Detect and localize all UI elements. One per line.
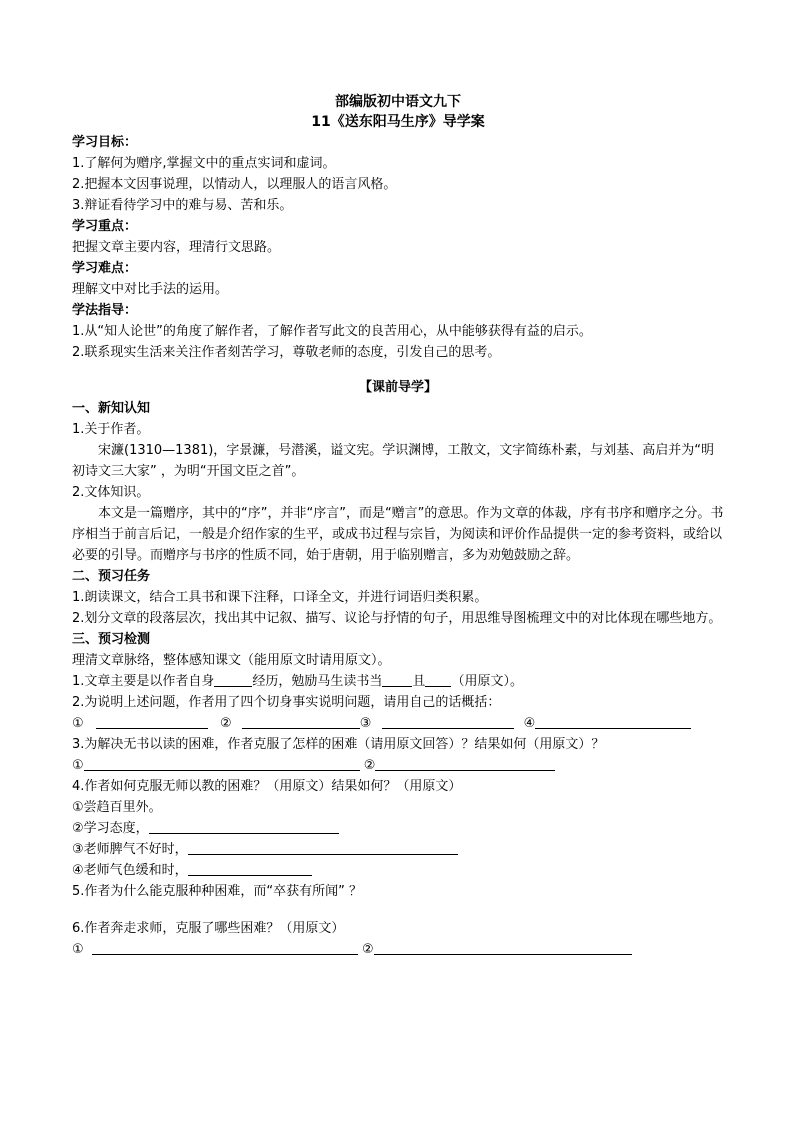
author-text: 宋濂(1310—1381)，字景濂，号潜溪，谥文宪。学识渊博，工散文，文字简练朴素，与刘基、高启并为“明初诗文三大家” ，为明“开国文臣之首”。 <box>72 443 715 479</box>
question-1: 1.文章主要是以作者自身 经历，勉励马生读书当 且 （用原文）。 <box>72 674 523 689</box>
question-3-answers: ① ② <box>72 755 724 776</box>
worksheet-page <box>72 92 724 960</box>
answer-blank[interactable] <box>92 940 358 955</box>
spacer <box>72 363 724 377</box>
q4-item: ③老师脾气不好时， <box>72 839 724 860</box>
pre-class-heading: 【课前导学】 <box>358 380 437 395</box>
spacer <box>72 902 724 918</box>
answer-blank[interactable] <box>188 861 312 876</box>
author-label: 1.关于作者。 <box>72 422 150 437</box>
q4-item: ④老师气色缓和时， <box>72 860 724 881</box>
answer-blank[interactable] <box>535 714 691 729</box>
answer-blank[interactable] <box>242 714 360 729</box>
answer-blank[interactable] <box>375 756 555 771</box>
goal-item: 3.辩证看待学习中的难与易、苦和乐。 <box>72 198 293 213</box>
question-6: 6.作者奔走求师，克服了哪些困难？（用原文） <box>72 921 345 936</box>
question-2: 2.为说明上述问题，作者用了四个切身事实说明问题，请用自己的话概括： <box>72 695 501 710</box>
q4-item: ①尝趋百里外。 <box>72 800 162 815</box>
method-heading: 学法指导： <box>72 303 138 318</box>
question-6-answers: ① ② <box>72 939 724 960</box>
task-item: 1.朗读课文，结合工具书和课下注释，口译全文，并进行词语归类积累。 <box>72 590 488 605</box>
style-label: 2.文体知识。 <box>72 485 150 500</box>
section3-heading: 三、预习检测 <box>72 632 151 647</box>
question-2-answers: ① ② ③ ④ <box>72 713 724 734</box>
answer-blank[interactable] <box>214 672 252 687</box>
section2-heading: 二、预习任务 <box>72 569 151 584</box>
difficulty-text: 理解文中对比手法的运用。 <box>72 282 229 297</box>
answer-blank[interactable] <box>96 714 208 729</box>
difficulty-heading: 学习难点： <box>72 261 138 276</box>
question-5: 5.作者为什么能克服种种困难，而“卒获有所闻” ？ <box>72 884 363 899</box>
answer-blank[interactable] <box>84 756 360 771</box>
answer-blank[interactable] <box>425 672 451 687</box>
answer-blank[interactable] <box>149 819 339 834</box>
method-item: 2.联系现实生活来关注作者刻苦学习，尊敬老师的态度，引发自己的思考。 <box>72 345 501 360</box>
style-text: 本文是一篇赠序，其中的“序”，并非“序言”，而是“赠言”的意思。作为文章的体裁，序有书序和赠序之分。书序相当于前言后记，一般是介绍作家的生平，或成书过程与宗旨，为阅读和评价作品提供一定的参考资料，或给以必要的引导。而赠序与书序的性质不同，始于唐朝，用于临别赠言，多为劝勉鼓励之辞。 <box>72 506 724 563</box>
document-subtitle: 11《送东阳马生序》导学案 <box>311 114 485 130</box>
task-item: 2.划分文章的段落层次，找出其中记叙、描写、议论与抒情的句子，用思维导图梳理文中的对比体现在哪些地方。 <box>72 611 722 626</box>
check-intro: 理清文章脉络，整体感知课文（能用原文时请用原文）。 <box>72 653 391 668</box>
answer-blank[interactable] <box>374 940 632 955</box>
focus-heading: 学习重点： <box>72 219 138 234</box>
document-title: 部编版初中语文九下 <box>335 94 461 110</box>
goal-item: 2.把握本文因事说理，以情动人，以理服人的语言风格。 <box>72 177 397 192</box>
focus-text: 把握文章主要内容，理清行文思路。 <box>72 240 281 255</box>
goals-heading: 学习目标： <box>72 135 138 150</box>
question-4: 4.作者如何克服无师以教的困难？（用原文）结果如何？（用原文） <box>72 779 462 794</box>
answer-blank[interactable] <box>382 672 412 687</box>
section1-heading: 一、新知认知 <box>72 401 151 416</box>
method-item: 1.从“知人论世”的角度了解作者，了解作者写此文的良苦用心，从中能够获得有益的启示。 <box>72 324 592 339</box>
answer-blank[interactable] <box>382 714 514 729</box>
q4-item: ②学习态度， <box>72 818 724 839</box>
goal-item: 1.了解何为赠序,掌握文中的重点实词和虚词。 <box>72 156 336 171</box>
question-3: 3.为解决无书以读的困难，作者克服了怎样的困难（请用原文回答）？结果如何（用原文）？ <box>72 737 605 752</box>
answer-blank[interactable] <box>188 840 458 855</box>
